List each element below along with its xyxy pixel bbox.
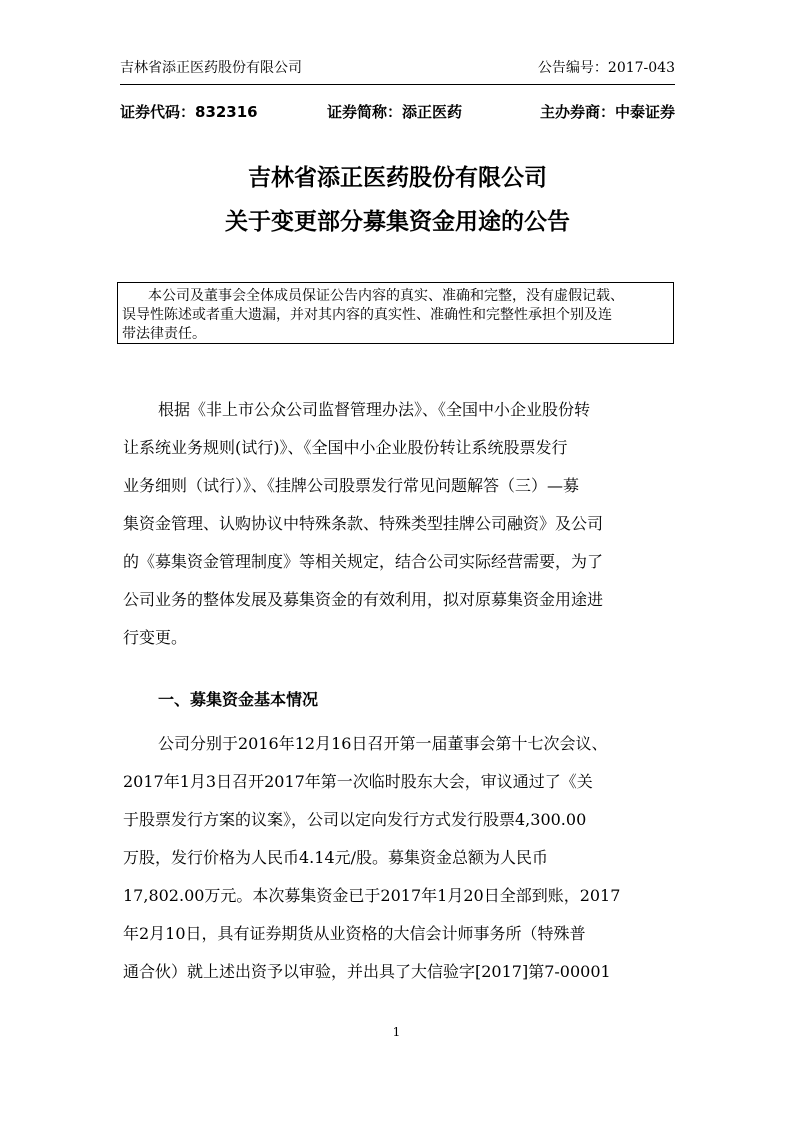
announcement-number: 公告编号：2017-043 (537, 60, 675, 76)
securities-info-row (120, 100, 675, 124)
page-header (120, 56, 675, 85)
paragraph-line: 公司分别于2016年12月16日召开第一届董事会第十七次会议、 (158, 734, 608, 753)
paragraph-line: 根据《非上市公众公司监督管理办法》、《全国中小企业股份转 (158, 400, 591, 419)
paragraph-line: 行变更。 (123, 628, 188, 647)
paragraph-line: 2017年1月3日召开2017年第一次临时股东大会，审议通过了《关 (123, 772, 593, 791)
board-statement-box (117, 282, 674, 344)
sponsor-broker: 主办券商：中泰证券 (539, 103, 675, 121)
page-number: 1 (392, 1025, 401, 1039)
statement-line: 本公司及董事会全体成员保证公告内容的真实、准确和完整，没有虚假记载、 (148, 288, 624, 304)
paragraph-line: 年2月10日，具有证券期货从业资格的大信会计师事务所（特殊普 (123, 924, 586, 943)
paragraph-line: 的《募集资金管理制度》等相关规定，结合公司实际经营需要，为了 (123, 552, 604, 571)
section-heading: 一、募集资金基本情况 (158, 690, 319, 709)
paragraph-line: 万股，发行价格为人民币4.14元/股。募集资金总额为人民币 (123, 848, 549, 867)
securities-code: 证券代码：832316 (120, 103, 258, 121)
paragraph-line: 集资金管理、认购协议中特殊条款、特殊类型挂牌公司融资》及公司 (123, 514, 604, 533)
paragraph-line: 17,802.00万元。本次募集资金已于2017年1月20日全部到账，2017 (123, 886, 621, 905)
paragraph-line: 业务细则（试行）》、《挂牌公司股票发行常见问题解答（三）—募 (123, 476, 580, 495)
paragraph-line: 通合伙）就上述出资予以审验，并出具了大信验字[2017]第7-00001 (123, 962, 611, 981)
securities-abbreviation: 证券简称：添正医药 (327, 103, 463, 121)
paragraph-line: 公司业务的整体发展及募集资金的有效利用，拟对原募集资金用途进 (123, 590, 604, 609)
header-company-name: 吉林省添正医药股份有限公司 (120, 60, 302, 76)
paragraph-line: 于股票发行方案的议案》，公司以定向发行方式发行股票4,300.00 (123, 810, 587, 829)
statement-line: 误导性陈述或者重大遗漏，并对其内容的真实性、准确性和完整性承担个别及连 (122, 307, 612, 323)
paragraph-line: 让系统业务规则(试行)》、《全国中小企业股份转让系统股票发行 (123, 438, 568, 457)
document-title-line2: 关于变更部分募集资金用途的公告 (225, 209, 570, 235)
document-title-line1: 吉林省添正医药股份有限公司 (248, 165, 547, 191)
statement-line: 带法律责任。 (122, 326, 206, 342)
